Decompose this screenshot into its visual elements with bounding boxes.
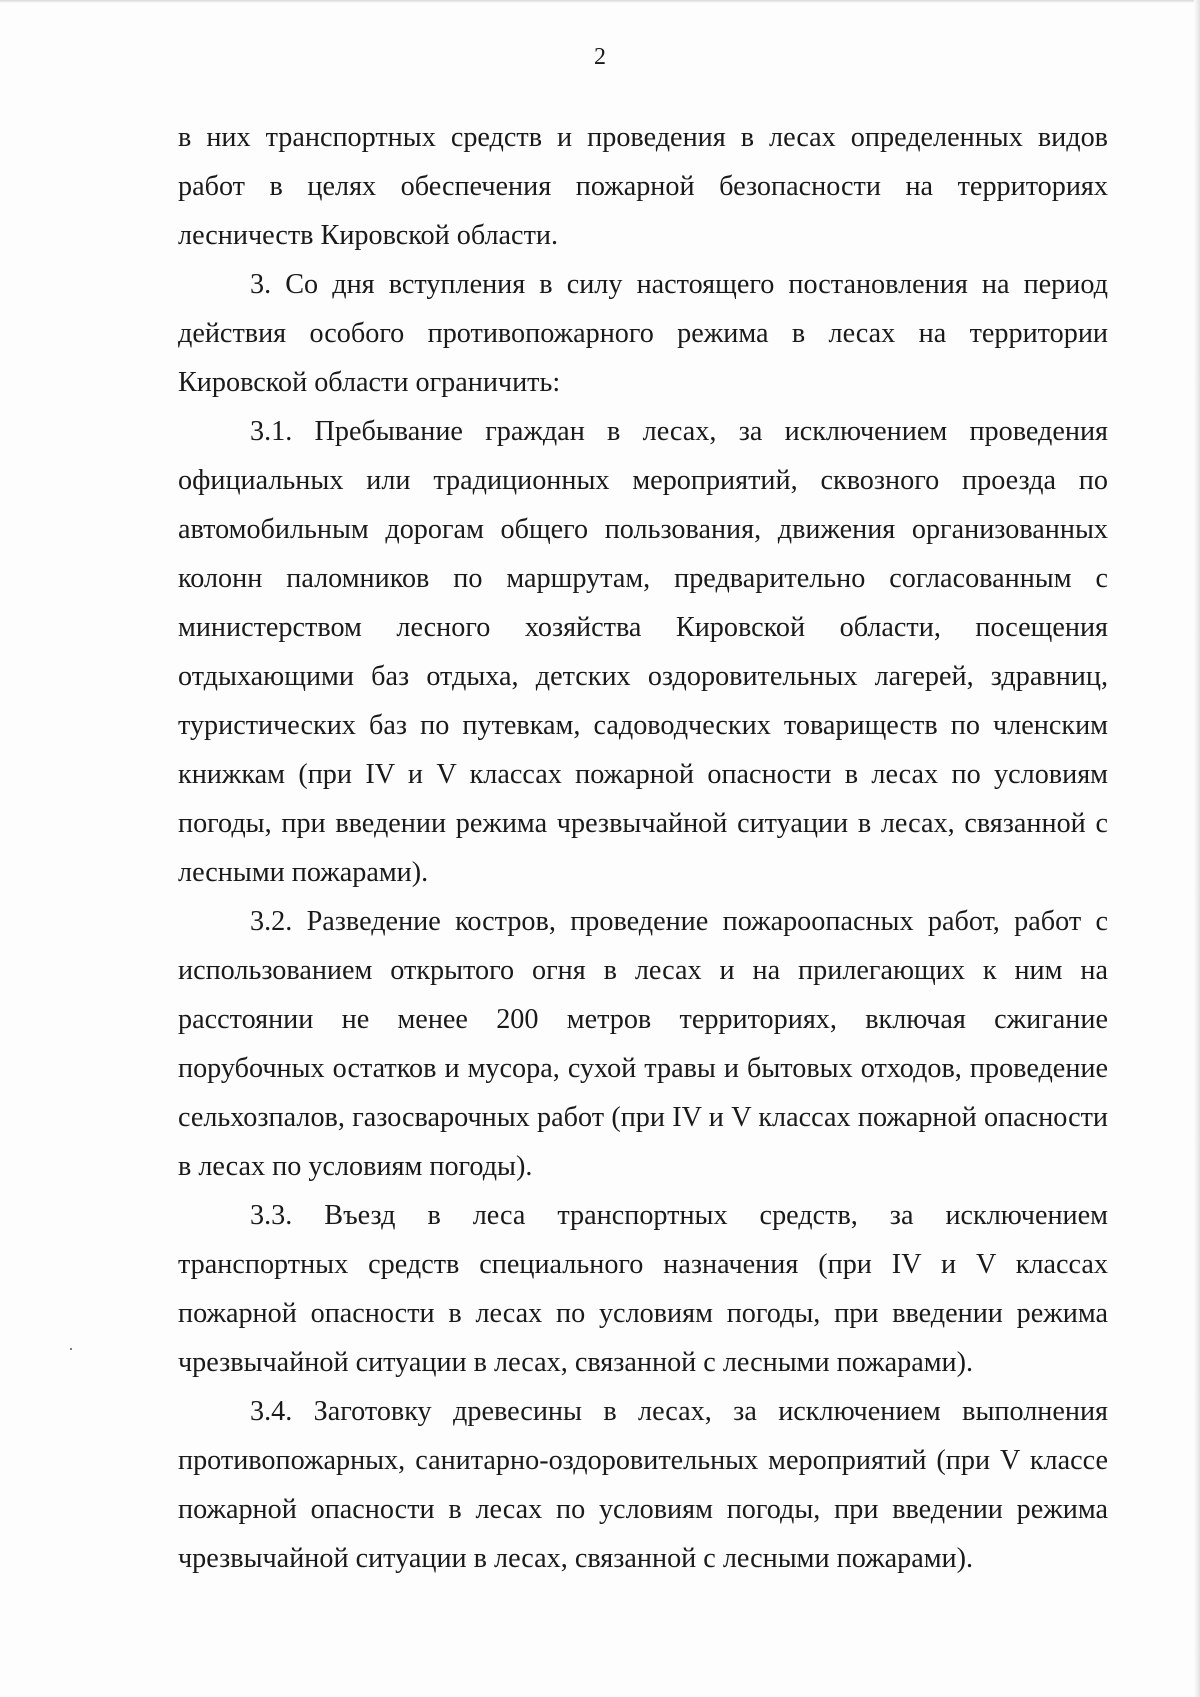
page-number: 2 [594,44,606,70]
paragraph-clause-3-3: 3.3. Въезд в леса транспортных средств, за исключением транспортных средств специального назначения (при IV и V классах пожарной опасности в лесах по условиям погоды, при введении режима чрезвычайной ситуации в лесах, связанной с лесными пожарами). [178,1200,1108,1378]
paragraph-clause-3-1: 3.1. Пребывание граждан в лесах, за исключением проведения официальных или традиционных мероприятий, сквозного проезда по автомобильным дорогам общего пользования, движения организованных колонн паломников по маршрутам, предварительно согласованным с министерством лесного хозяйства Кировской области, посещения отдыхающими баз отдыха, детских оздоровительных лагерей, здравниц, туристических баз по путевкам, садоводческих товариществ по членским книжкам (при IV и V классах пожарной опасности в лесах по условиям погоды, при введении режима чрезвычайной ситуации в лесах, связанной с лесными пожарами). [178,416,1108,888]
scan-edge-top [0,0,1200,3]
paragraph-continuation: в них транспортных средств и проведения в лесах определенных видов работ в целях обеспечения пожарной безопасности на территориях лесничеств Кировской области. [178,122,1108,251]
paragraph-clause-3-2: 3.2. Разведение костров, проведение пожароопасных работ, работ с использованием открытого огня в лесах и на прилегающих к ним на расстоянии не менее 200 метров территориях, включая сжигание порубочных остатков и мусора, сухой травы и бытовых отходов, проведение сельхозпалов, газосварочных работ (при IV и V классах пожарной опасности в лесах по условиям погоды). [178,906,1108,1182]
scan-speck [70,1348,72,1350]
scan-edge-right [1194,0,1200,1697]
paragraph-clause-3: 3. Со дня вступления в силу настоящего постановления на период действия особого противопожарного режима в лесах на территории Кировской области ограничить: [178,269,1108,398]
paragraph-clause-3-4: 3.4. Заготовку древесины в лесах, за исключением выполнения противопожарных, санитарно-оздоровительных мероприятий (при V классе пожарной опасности в лесах по условиям погоды, при введении режима чрезвычайной ситуации в лесах, связанной с лесными пожарами). [178,1396,1108,1574]
document-body [178,113,1108,1583]
